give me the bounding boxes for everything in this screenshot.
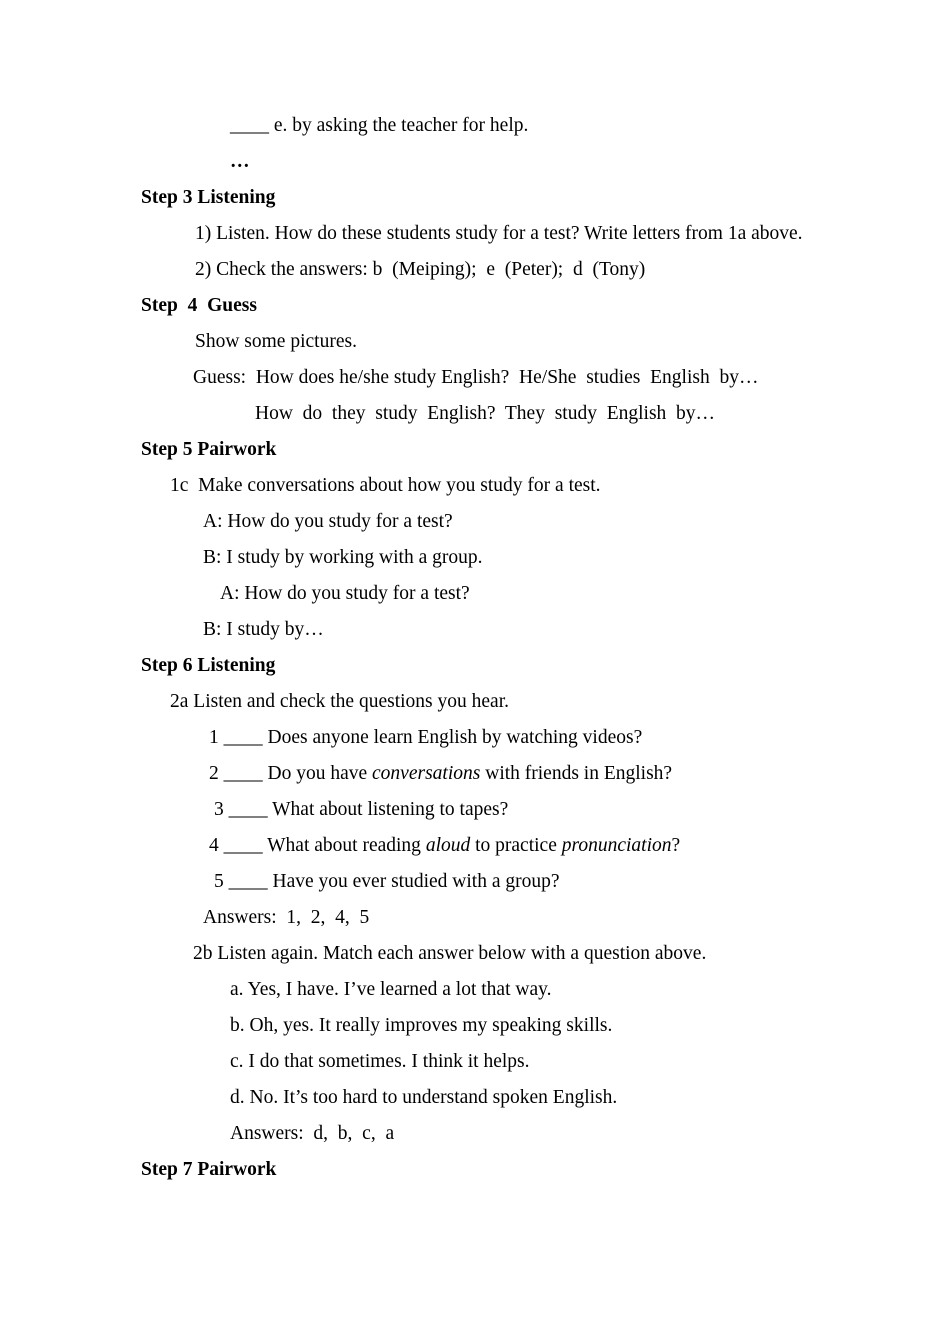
question-4-emphasis-aloud: aloud xyxy=(425,835,471,856)
question-2-text-a: Do you have xyxy=(267,763,373,784)
step6-2a-answers: Answers: 1, 2, 4, 5 xyxy=(203,907,370,928)
match-item-e: ____ e. by asking the teacher for help. xyxy=(230,115,529,136)
question-2-emphasis: conversations xyxy=(372,763,481,784)
question-4-blank: 4 ____ xyxy=(209,835,268,856)
step6-question-5 xyxy=(141,864,808,900)
question-1-blank: 1 ____ xyxy=(209,727,268,748)
question-4-text-a: What about reading xyxy=(267,835,426,856)
step5-dialogue-b2: B: I study by… xyxy=(203,619,324,640)
question-4-text-b: to practice xyxy=(470,835,562,856)
heading-step-3: Step 3 Listening xyxy=(141,187,276,208)
heading-step-6: Step 6 Listening xyxy=(141,655,276,676)
question-3-blank: 3 ____ xyxy=(214,799,273,820)
step6-2b-option-a: a. Yes, I have. I’ve learned a lot that way. xyxy=(230,979,552,1000)
step5-dialogue-a1: A: How do you study for a test? xyxy=(203,511,453,532)
question-3-text: What about listening to tapes? xyxy=(272,799,509,820)
step6-question-1 xyxy=(141,720,808,756)
heading-step-5: Step 5 Pairwork xyxy=(141,439,277,460)
question-2-text-b: with friends in English? xyxy=(480,763,673,784)
document-content xyxy=(141,108,808,1188)
step6-question-4 xyxy=(141,828,808,864)
step3-item-1-text: 1) Listen. How do these students study for a test? Write letters from 1a above. xyxy=(195,223,803,244)
question-5-blank: 5 ____ xyxy=(214,871,273,892)
step6-question-3 xyxy=(141,792,808,828)
step3-item-1 xyxy=(141,216,808,252)
step5-dialogue-b1: B: I study by working with a group. xyxy=(203,547,483,568)
question-5-text: Have you ever studied with a group? xyxy=(272,871,560,892)
heading-step-4: Step 4 Guess xyxy=(141,295,257,316)
step3-item-2: 2) Check the answers: b (Meiping); e (Peter); d (Tony) xyxy=(195,259,646,280)
step6-2b-option-b: b. Oh, yes. It really improves my speaking skills. xyxy=(230,1015,613,1036)
step6-2b-option-c: c. I do that sometimes. I think it helps. xyxy=(230,1051,530,1072)
step4-show-pictures: Show some pictures. xyxy=(195,331,357,352)
heading-step-7: Step 7 Pairwork xyxy=(141,1159,277,1180)
step4-guess-line-2: How do they study English? They study English by… xyxy=(255,403,716,424)
step6-task-2b: 2b Listen again. Match each answer below with a question above. xyxy=(193,943,707,964)
step6-2b-option-d: d. No. It’s too hard to understand spoken English. xyxy=(230,1087,618,1108)
step5-dialogue-a2: A: How do you study for a test? xyxy=(220,583,470,604)
question-1-text: Does anyone learn English by watching videos? xyxy=(267,727,643,748)
step4-guess-line-1: Guess: How does he/she study English? He/She studies English by… xyxy=(193,367,759,388)
ellipsis-line: … xyxy=(230,151,250,172)
question-2-blank: 2 ____ xyxy=(209,763,268,784)
step6-2b-answers: Answers: d, b, c, a xyxy=(230,1123,395,1144)
question-4-text-c: ? xyxy=(671,835,681,856)
question-4-emphasis-pronunciation: pronunciation xyxy=(561,835,672,856)
step5-task-1c: 1c Make conversations about how you study for a test. xyxy=(170,475,601,496)
step6-question-2 xyxy=(141,756,808,792)
step6-task-2a: 2a Listen and check the questions you hear. xyxy=(170,691,509,712)
